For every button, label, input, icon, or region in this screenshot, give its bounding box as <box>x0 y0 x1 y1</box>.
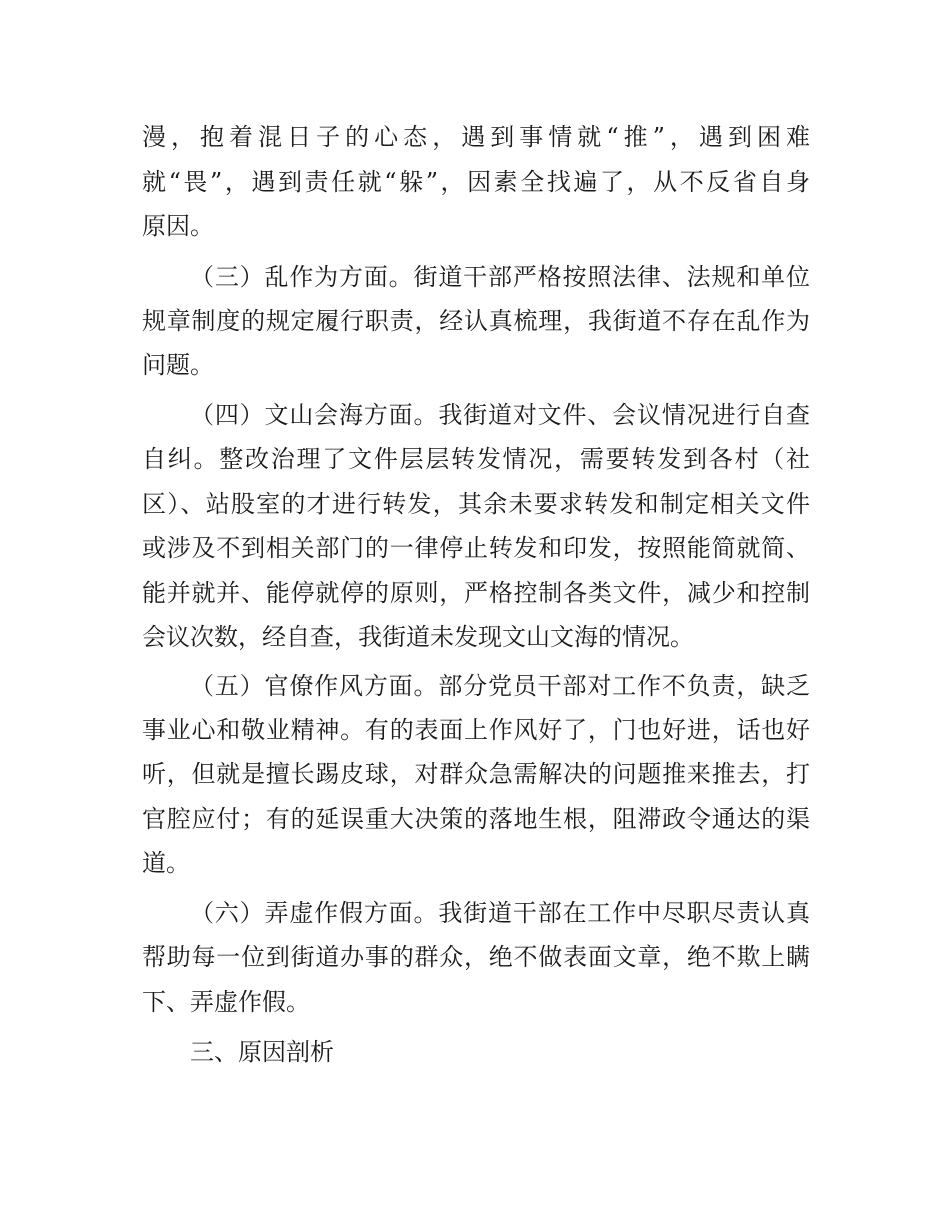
section-heading-line: （五）官僚作风方面。部分党员干部对工作不负责，缺乏 <box>190 672 810 700</box>
paragraph-line: 能并就并、能停就停的原则，严格控制各类文件，减少和控制 <box>142 579 810 607</box>
paragraph-line: 规章制度的规定履行职责，经认真梳理，我街道不存在乱作为 <box>142 307 810 335</box>
paragraph-line: 区）、站股室的才进行转发，其余未要求转发和制定相关文件 <box>142 490 810 518</box>
paragraph-line: 会议次数，经自查，我街道未发现文山文海的情况。 <box>142 623 694 651</box>
section-heading-line: （六）弄虚作假方面。我街道干部在工作中尽职尽责认真 <box>190 899 810 927</box>
paragraph-line: 就“畏”，遇到责任就“躲”，因素全找遍了，从不反省自身 <box>142 168 810 196</box>
section-heading-line: （三）乱作为方面。街道干部严格按照法律、法规和单位 <box>190 263 810 291</box>
paragraph-line: 听，但就是擅长踢皮球，对群众急需解决的问题推来推去，打 <box>142 760 810 788</box>
paragraph-line: 下、弄虚作假。 <box>142 988 310 1016</box>
section-heading-line: （四）文山会海方面。我街道对文件、会议情况进行自查 <box>190 401 810 429</box>
paragraph-line: 自纠。整改治理了文件层层转发情况，需要转发到各村（社 <box>142 445 810 473</box>
paragraph-line: 道。 <box>142 849 190 877</box>
paragraph-line: 帮助每一位到街道办事的群众，绝不做表面文章，绝不欺上瞒 <box>142 943 810 971</box>
chapter-heading: 三、原因剖析 <box>190 1038 334 1066</box>
paragraph-line: 官腔应付；有的延误重大决策的落地生根，阻滞政令通达的渠 <box>142 805 810 833</box>
paragraph-line: 或涉及不到相关部门的一律停止转发和印发，按照能简就简、 <box>142 534 810 562</box>
paragraph-line: 问题。 <box>142 351 214 379</box>
paragraph-line: 漫，抱着混日子的心态，遇到事情就“推”，遇到困难 <box>142 123 810 151</box>
paragraph-line: 原因。 <box>142 212 214 240</box>
paragraph-line: 事业心和敬业精神。有的表面上作风好了，门也好进，话也好 <box>142 716 810 744</box>
